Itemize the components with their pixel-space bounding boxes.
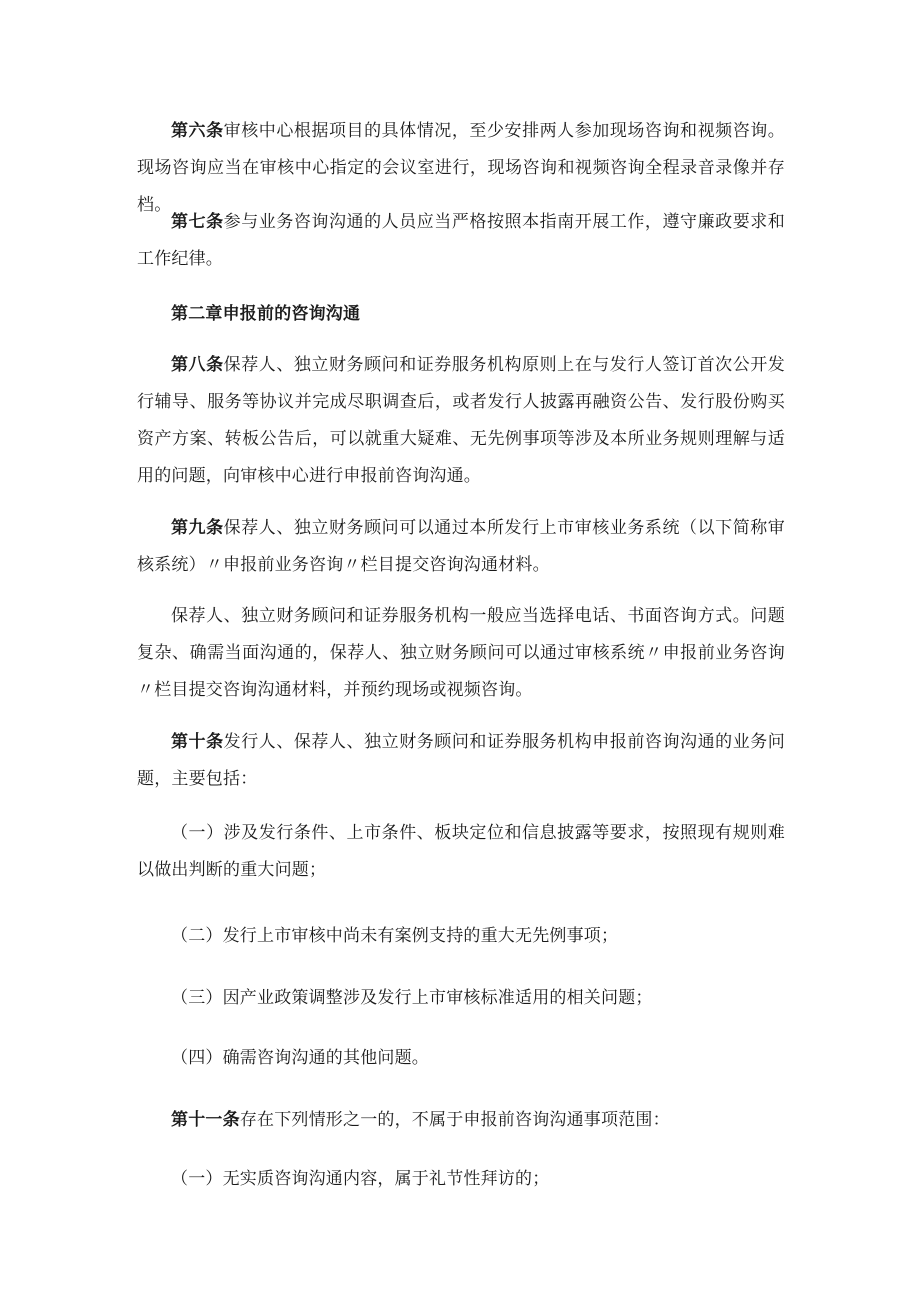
article-7 <box>137 204 785 278</box>
article-6-text: 审核中心根据项目的具体情况，至少安排两人参加现场咨询和视频咨询。现场咨询应当在审核中心指定的会议室进行，现场咨询和视频咨询全程录音录像并存档。 <box>137 121 785 215</box>
article-9-paragraph-2: 保荐人、独立财务顾问和证券服务机构一般应当选择电话、书面咨询方式。问题复杂、确需当面沟通的，保荐人、独立财务顾问可以通过审核系统〃申报前业务咨询〃栏目提交咨询沟通材料，并预约现场或视频咨询。 <box>137 606 785 700</box>
article-9 <box>137 510 785 584</box>
article-8 <box>137 347 785 495</box>
article-10-item-2: （二）发行上市审核中尚未有案例支持的重大无先例事项； <box>171 926 619 946</box>
article-6-number: 第六条 <box>171 121 224 141</box>
chapter-2-heading: 第二章申报前的咨询沟通 <box>171 304 361 324</box>
article-10-number: 第十条 <box>171 732 224 752</box>
article-10-item-1: （一）涉及发行条件、上市条件、板块定位和信息披露等要求，按照现有规则难以做出判断的重大问题； <box>137 823 785 880</box>
article-7-number: 第七条 <box>171 212 224 232</box>
article-10-item-4: （四）确需咨询沟通的其他问题。 <box>171 1048 429 1068</box>
article-11-text: 存在下列情形之一的，不属于申报前咨询沟通事项范围： <box>239 1110 670 1130</box>
article-11-item-1: （一）无实质咨询沟通内容，属于礼节性拜访的； <box>171 1169 550 1189</box>
article-8-number: 第八条 <box>171 355 224 375</box>
article-9-number: 第九条 <box>171 518 224 538</box>
article-10 <box>137 724 785 798</box>
article-10-item-3: （三）因产业政策调整涉及发行上市审核标准适用的相关问题； <box>171 988 653 1008</box>
article-11 <box>137 1102 785 1139</box>
article-10-text: 发行人、保荐人、独立财务顾问和证券服务机构申报前咨询沟通的业务问题，主要包括： <box>137 732 785 789</box>
article-9-text: 保荐人、独立财务顾问可以通过本所发行上市审核业务系统（以下简称审核系统）〃申报前业务咨询〃栏目提交咨询沟通材料。 <box>137 518 785 575</box>
article-7-text: 参与业务咨询沟通的人员应当严格按照本指南开展工作，遵守廉政要求和工作纪律。 <box>137 212 785 269</box>
article-8-text: 保荐人、独立财务顾问和证券服务机构原则上在与发行人签订首次公开发行辅导、服务等协议并完成尽职调查后，或者发行人披露再融资公告、发行股份购买资产方案、转板公告后，可以就重大疑难、无先例事项等涉及本所业务规则理解与适用的问题，向审核中心进行申报前咨询沟通。 <box>137 355 785 486</box>
article-11-number: 第十一条 <box>171 1110 240 1130</box>
